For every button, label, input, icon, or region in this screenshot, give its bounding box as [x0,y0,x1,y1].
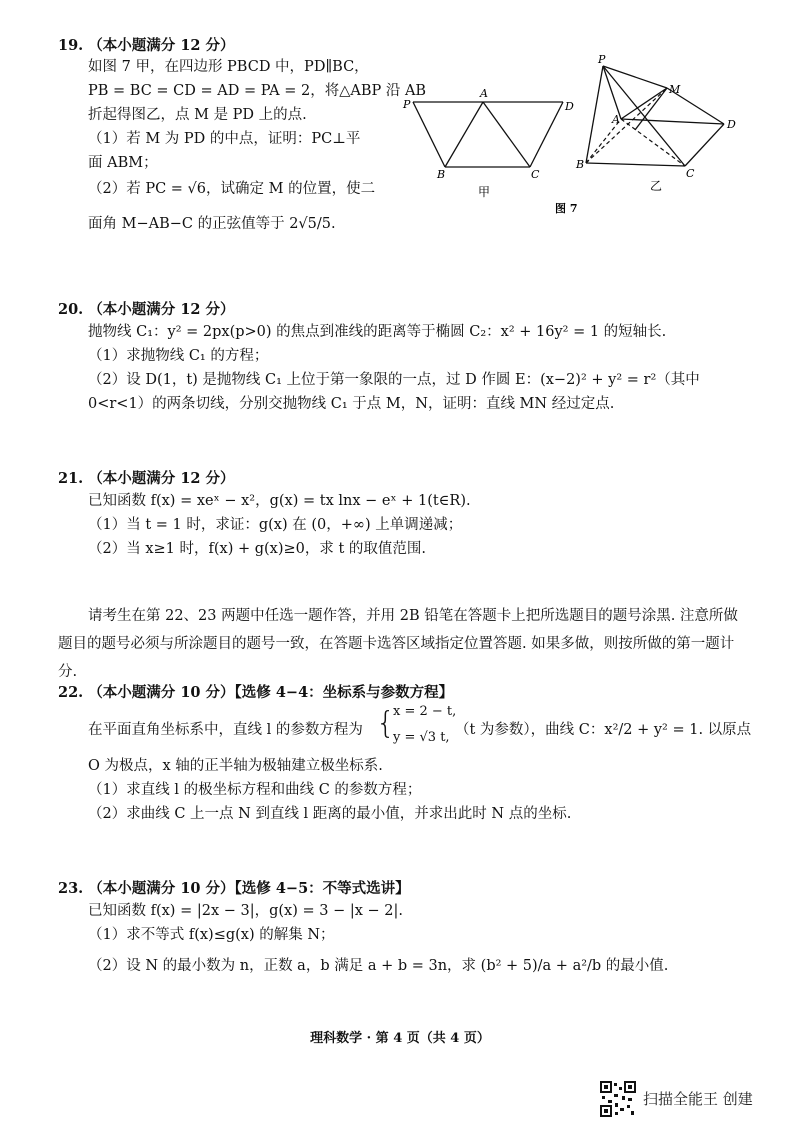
q22-brace: { [376,706,396,741]
q20-line-1: 抛物线 C₁：y² = 2px(p>0) 的焦点到准线的距离等于椭圆 C₂：x² + 16y² = 1 的短轴长. [88,324,667,340]
q19-line-7: 面角 M−AB−C 的正弦值等于 2√5/5. [88,216,336,232]
q22-header: 22. （本小题满分 10 分）【选修 4−4：坐标系与参数方程】 [58,684,454,701]
q22-param-y: y = √3 t, [393,730,450,745]
q19-line-3: 折起得图乙，点 M 是 PD 上的点. [88,107,307,123]
jia-label-C: C [531,168,540,181]
figure-7 [395,50,775,220]
figure-yi-hidden-edges [586,88,685,166]
figure-caption: 图 7 [555,202,578,215]
q23-line-1: 已知函数 f(x) = |2x − 3|，g(x) = 3 − |x − 2|. [88,903,403,919]
q19-line-1: 如图 7 甲，在四边形 PBCD 中，PD∥BC， [88,59,369,75]
q19-line-2: PB = BC = CD = AD = PA = 2，将△ABP 沿 AB [88,83,427,99]
q20-line-2: （1）求抛物线 C₁ 的方程； [88,348,269,364]
q23-line-2: （1）求不等式 f(x)≤g(x) 的解集 N； [88,927,335,943]
jia-label-D: D [565,100,574,113]
yi-caption: 乙 [650,179,663,193]
q19-line-6: （2）若 PC = √6，试确定 M 的位置，使二 [88,181,376,197]
yi-label-D: D [727,118,736,131]
q23-line-3: （2）设 N 的最小数为 n，正数 a，b 满足 a + b = 3n，求 (b² + 5)/a + a²/b 的最小值. [88,958,669,974]
jia-label-B: B [437,168,446,181]
page-footer: 理科数学 · 第 4 页（共 4 页） [310,1031,490,1046]
q22-line-4: （2）求曲线 C 上一点 N 到直线 l 距离的最小值，并求出此时 N 点的坐标. [88,806,572,822]
jia-label-P: P [403,98,411,111]
yi-label-A: A [612,113,620,126]
yi-label-C: C [686,167,695,180]
q23-header: 23. （本小题满分 10 分）【选修 4−5：不等式选讲】 [58,880,410,897]
q22-line-1-pre: 在平面直角坐标系中，直线 l 的参数方程为 [88,722,363,738]
figure-yi [586,66,724,166]
yi-label-M: M [669,83,681,96]
q21-line-3: （2）当 x≥1 时，f(x) + g(x)≥0，求 t 的取值范围. [88,541,427,557]
q22-line-2: O 为极点，x 轴的正半轴为极轴建立极坐标系. [88,758,383,774]
q19-line-5: 面 ABM； [88,155,158,171]
q21-line-2: （1）当 t = 1 时，求证：g(x) 在 (0，+∞) 上单调递减； [88,517,463,533]
yi-label-B: B [576,158,585,171]
q21-line-1: 已知函数 f(x) = xeˣ − x²，g(x) = tx lnx − eˣ + 1(t∈R). [88,493,471,509]
q20-header: 20. （本小题满分 12 分） [58,301,235,318]
q22-param-x: x = 2 − t, [393,704,457,719]
jia-caption: 甲 [478,185,491,199]
yi-label-P: P [598,53,606,66]
q22-line-1-post: （t 为参数），曲线 C：x²/2 + y² = 1. 以原点 [455,722,752,738]
jia-label-A: A [480,87,488,100]
selection-instructions: 请考生在第 22、23 两题中任选一题作答，并用 2B 铅笔在答题卡上把所选题目的题号涂黑. 注意所做题目的题号必须与所涂题目的题号一致，在答题卡选答区域指定位置答题. 如果多做，则按所做的第一题计分. [58,608,738,680]
qr-code-icon [600,1081,636,1117]
q21-header: 21. （本小题满分 12 分） [58,470,235,487]
q19-line-4: （1）若 M 为 PD 的中点，证明：PC⊥平 [88,131,361,147]
figure-jia [413,102,563,167]
q20-line-3: （2）设 D(1，t) 是抛物线 C₁ 上位于第一象限的一点，过 D 作圆 E：(x−2)² + y² = r²（其中 [88,372,700,388]
q19-header: 19. （本小题满分 12 分） [58,37,235,54]
q22-line-3: （1）求直线 l 的极坐标方程和曲线 C 的参数方程； [88,782,422,798]
q20-line-4: 0<r<1）的两条切线，分别交抛物线 C₁ 于点 M，N，证明：直线 MN 经过定点. [88,396,615,412]
scanner-watermark: 扫描全能王 创建 [643,1090,753,1108]
